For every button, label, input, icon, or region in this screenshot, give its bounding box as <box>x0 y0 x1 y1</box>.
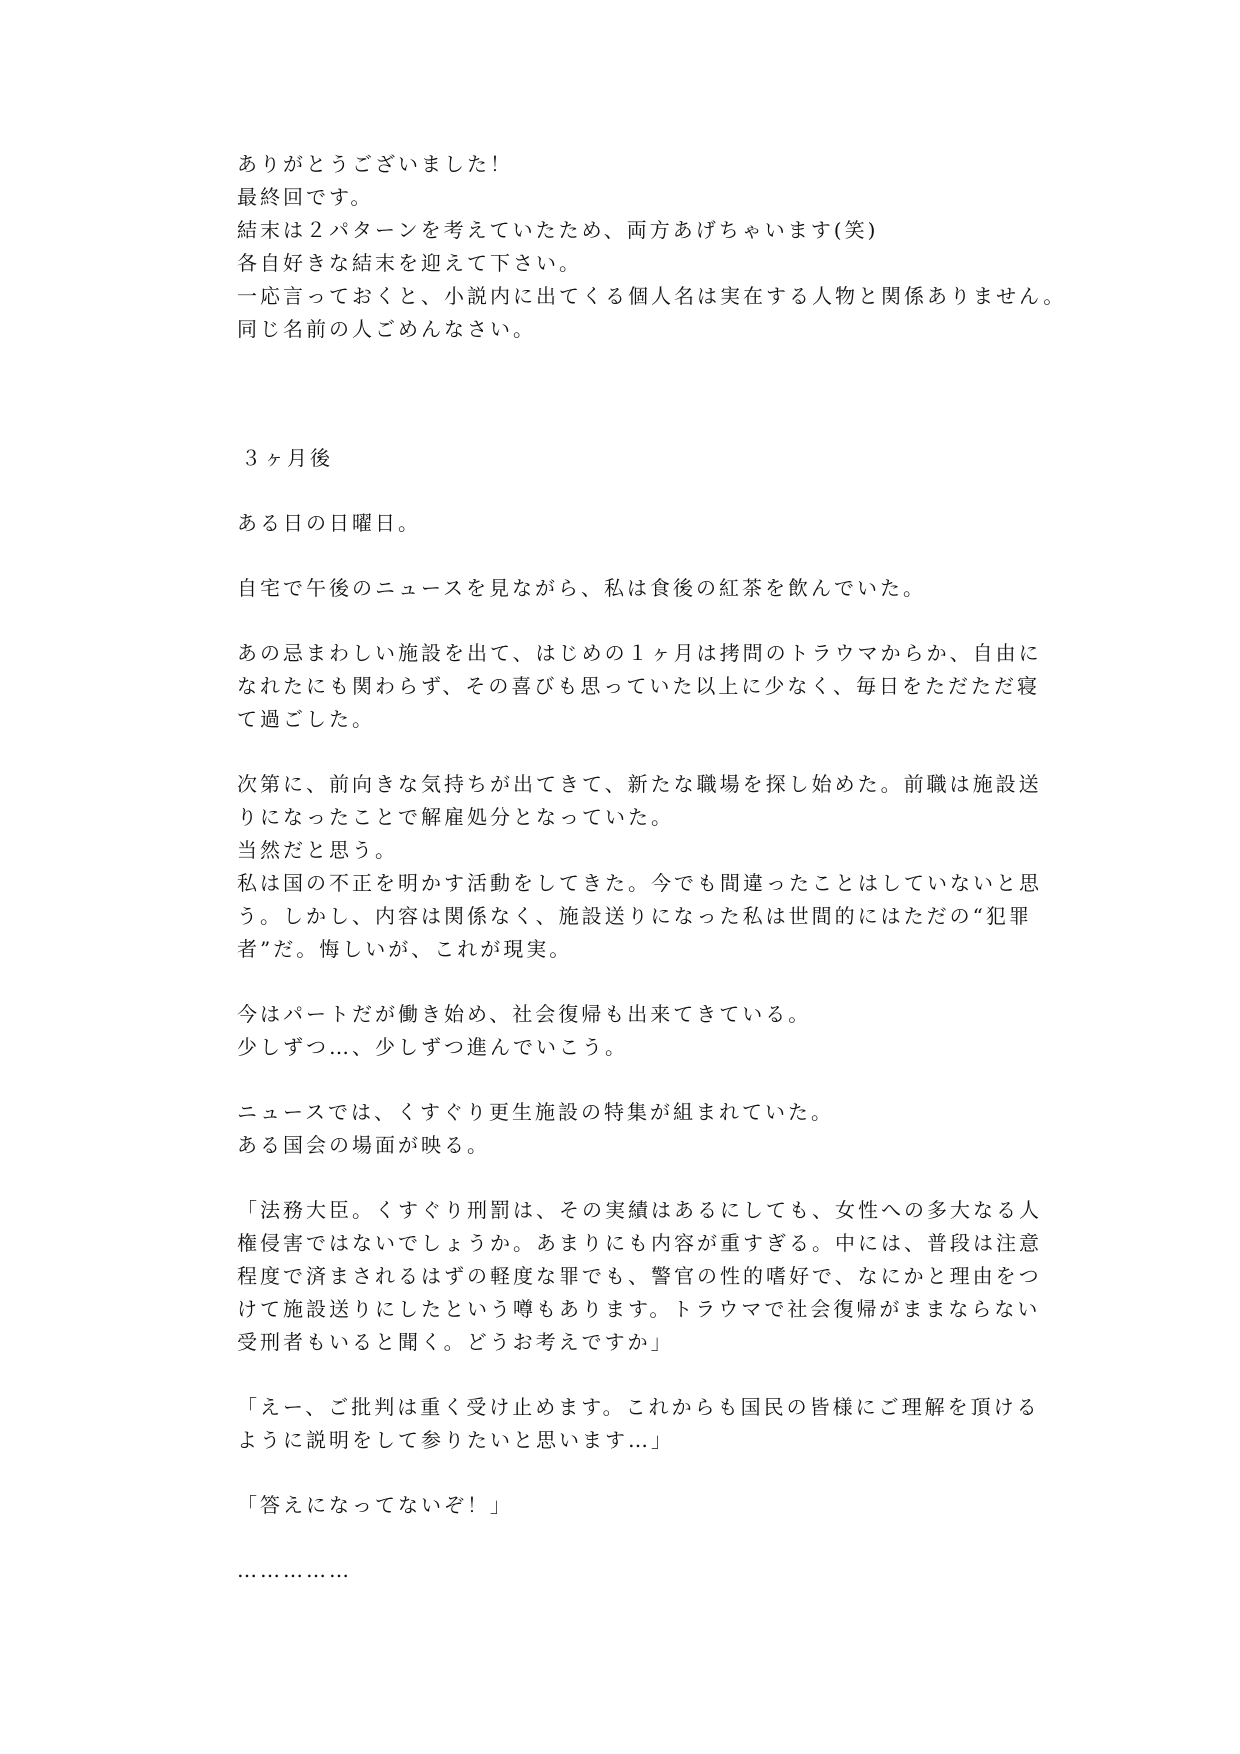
story-line: 少しずつ…、少しずつ進んでいこう。 <box>237 1035 628 1059</box>
story-line: 「法務大臣。くすぐり刑罰は、その実績はあるにしても、女性への多大なる人 <box>237 1198 1042 1222</box>
story-line: りになったことで解雇処分となっていた。 <box>237 805 674 829</box>
story-heading: ３ヶ月後 <box>241 446 333 470</box>
ellipsis-line: …………… <box>237 1558 352 1582</box>
paragraph-gap <box>237 605 1017 637</box>
intro-line: 結末は２パターンを考えていたため、両方あげちゃいます(笑) <box>237 218 879 242</box>
paragraph-gap <box>237 966 1017 998</box>
story-block <box>237 442 1042 1587</box>
story-line: 当然だと思う。 <box>237 838 398 862</box>
paragraph-gap <box>237 1359 1017 1391</box>
story-line: なれたにも関わらず、その喜びも思っていた以上に少なく、毎日をただただ寝 <box>237 674 1040 698</box>
paragraph-gap <box>237 1162 1017 1194</box>
story-line: ある国会の場面が映る。 <box>237 1133 490 1157</box>
paragraph-gap <box>237 736 1017 768</box>
story-line: 次第に、前向きな気持ちが出てきて、新たな職場を探し始めた。前職は施設送 <box>237 772 1042 796</box>
story-line: ニュースでは、くすぐり更生施設の特集が組まれていた。 <box>237 1100 834 1124</box>
intro-line: 最終回です。 <box>237 185 374 209</box>
story-line: ある日の日曜日。 <box>237 511 421 535</box>
intro-line: ありがとうございました！ <box>237 152 513 176</box>
intro-line: 一応言っておくと、小説内に出てくる個人名は実在する人物と関係ありません。 <box>237 284 1067 308</box>
story-line: 「えー、ご批判は重く受け止めます。これからも国民の皆様にご理解を頂ける <box>237 1395 1040 1419</box>
story-line: 程度で済まされるはずの軽度な罪でも、警官の性的嗜好で、なにかと理由をつ <box>237 1264 1042 1288</box>
story-line: て過ごした。 <box>237 707 375 731</box>
story-line: 「答えになってないぞ！」 <box>237 1493 513 1517</box>
story-line: あの忌まわしい施設を出て、はじめの１ヶ月は拷問のトラウマからか、自由に <box>237 641 1042 665</box>
story-line: 今はパートだが働き始め、社会復帰も出来てきている。 <box>237 1002 812 1026</box>
paragraph-gap <box>237 1064 1017 1096</box>
story-line: 権侵害ではないでしょうか。あまりにも内容が重すぎる。中には、普段は注意 <box>237 1231 1042 1255</box>
story-line: 自宅で午後のニュースを見ながら、私は食後の紅茶を飲んでいた。 <box>237 576 926 600</box>
paragraph-gap <box>237 540 1017 572</box>
story-line: けて施設送りにしたという噂もあります。トラウマで社会復帰がままならない <box>237 1297 1041 1321</box>
story-line: ように説明をして参りたいと思います…」 <box>237 1428 674 1452</box>
paragraph-gap <box>237 1457 1017 1489</box>
intro-line: 同じ名前の人ごめんなさい。 <box>237 317 536 341</box>
story-line: 受刑者もいると聞く。どうお考えですか」 <box>237 1330 674 1354</box>
intro-line: 各自好きな結末を迎えて下さい。 <box>237 251 582 275</box>
paragraph-gap <box>237 1522 1017 1554</box>
intro-block <box>237 148 1067 346</box>
story-line: 者”だ。悔しいが、これが現実。 <box>237 937 573 961</box>
story-line: う。しかし、内容は関係なく、施設送りになった私は世間的にはただの“犯罪 <box>237 904 1032 928</box>
story-line: 私は国の不正を明かす活動をしてきた。今でも間違ったことはしていないと思 <box>237 871 1042 895</box>
paragraph-gap <box>237 475 1017 507</box>
